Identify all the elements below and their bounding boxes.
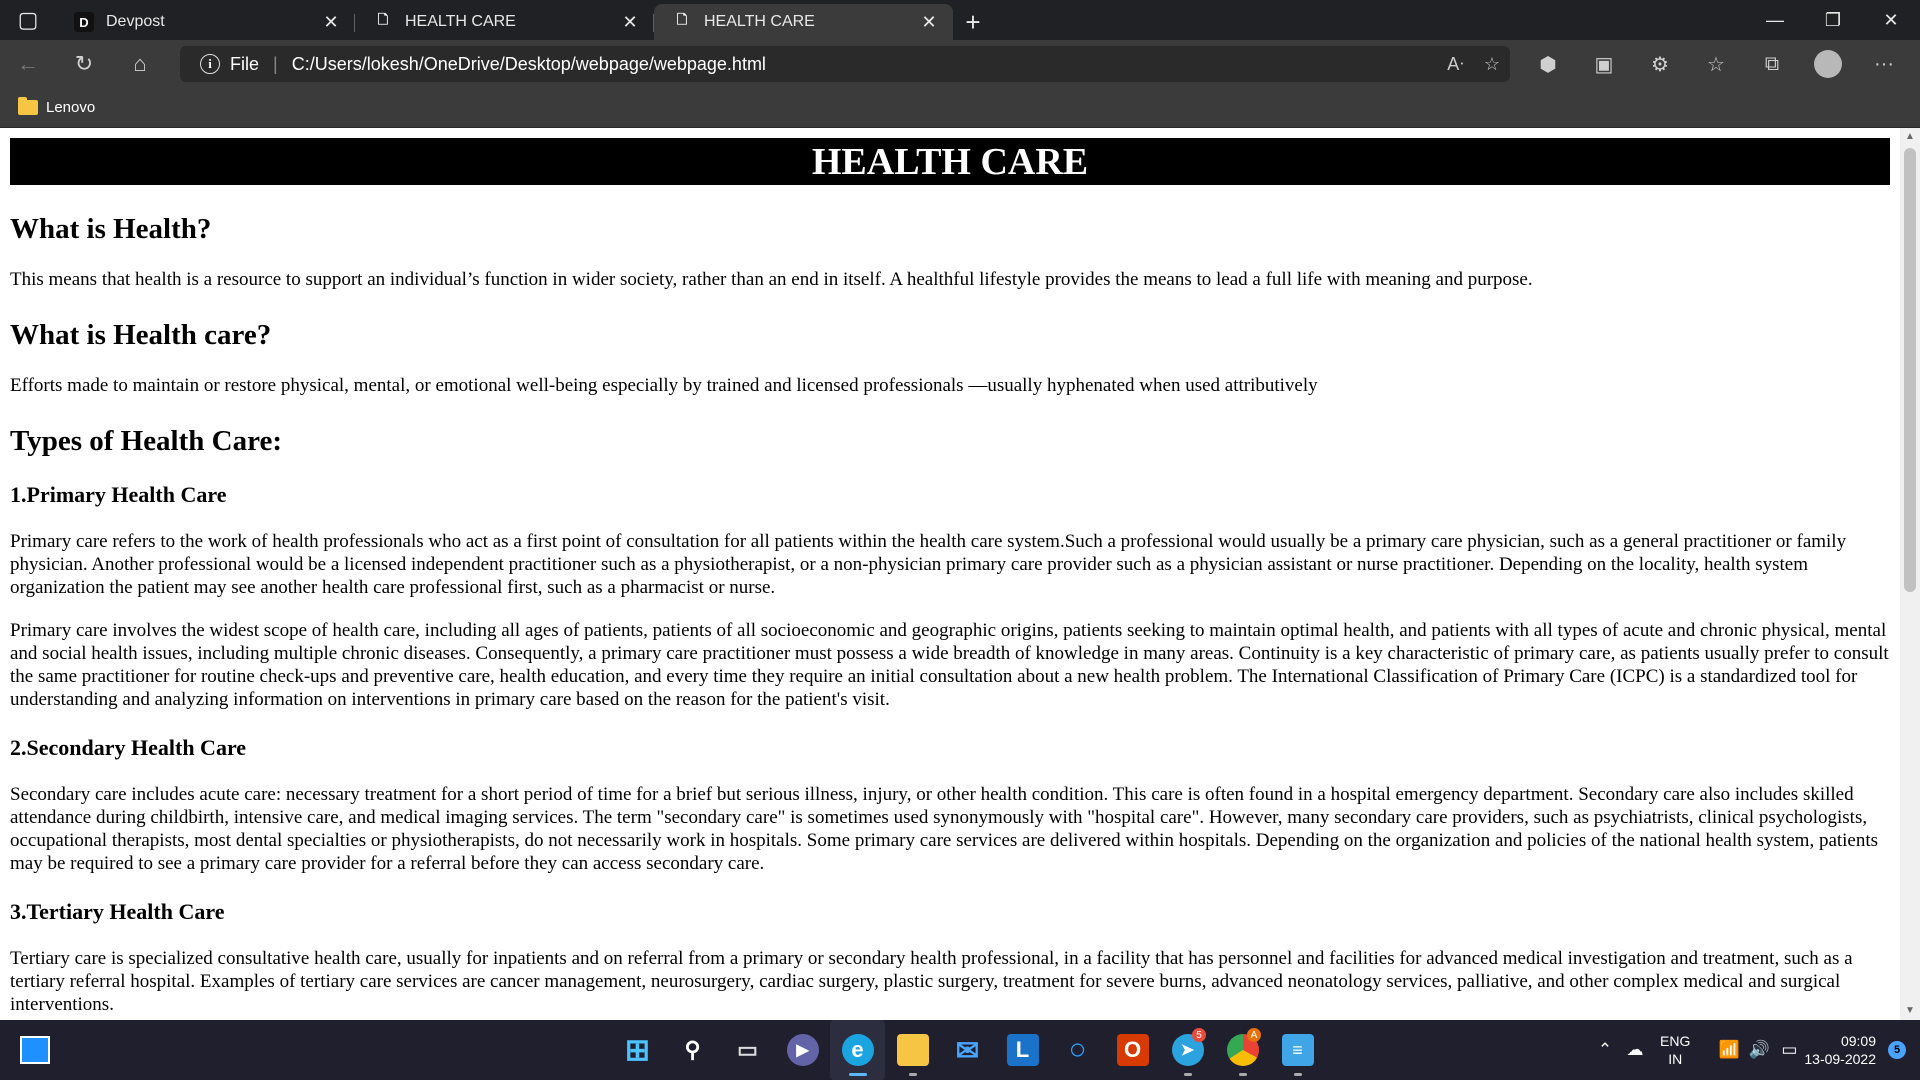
page-icon: 🗋 <box>377 12 389 27</box>
url-text[interactable]: C:/Users/lokesh/OneDrive/Desktop/webpage/webpage.html <box>291 53 766 74</box>
running-indicator <box>1294 1073 1302 1076</box>
more-menu-icon[interactable]: ··· <box>1874 52 1894 75</box>
collections-icon[interactable]: ⧉ <box>1764 52 1780 75</box>
favorite-lenovo[interactable]: Lenovo <box>46 99 96 116</box>
home-icon[interactable]: ⌂ <box>133 51 147 76</box>
heading-what-is-health-care: What is Health care? <box>10 319 272 351</box>
clock-date: 13-09-2022 <box>1804 1051 1876 1067</box>
paragraph-primary-2: Primary care involves the widest scope of health care, including all ages of patients, patients of all socioeconomic and geographic origins, patients seeking to maintain optimal health, and patients with all types of acute and chronic physical, mental and social health issues, including multiple chronic diseases. Consequently, a primary care practitioner must possess a wide breadth of knowledge in many areas. Continuity is a key characteristic of primary care, as patients usually prefer to consult the same practitioner for routine check-ups and preventive care, health education, and every time they require an initial consultation about a new health problem. The International Classification of Primary Care (ICPC) is a standardized tool for understanding and analyzing information on interventions in primary care based on the reason for the patient's visit. <box>10 620 1889 710</box>
chrome-profile-badge: A <box>1247 1028 1261 1042</box>
cortana-icon: ○ <box>1068 1033 1087 1066</box>
volume-icon[interactable]: 🔊 <box>1748 1040 1770 1059</box>
paragraph-what-is-health: This means that health is a resource to support an individual’s function in wider society, rather than an end in itself. A healthful lifestyle provides the means to lead a full life with meaning and purpose. <box>10 269 1533 290</box>
extensions-icon[interactable]: ⚙ <box>1651 53 1669 76</box>
edge-button[interactable] <box>830 1020 885 1080</box>
folder-icon <box>18 100 38 115</box>
profile-avatar[interactable] <box>1814 50 1842 78</box>
region-code: IN <box>1668 1051 1683 1067</box>
tab-title: Devpost <box>106 13 165 30</box>
edge-icon: e <box>842 1034 874 1066</box>
url-scheme: File <box>230 53 260 74</box>
heading-primary-health-care: 1.Primary Health Care <box>10 482 227 507</box>
close-icon[interactable]: ✕ <box>622 11 638 32</box>
scroll-up-arrow-icon[interactable]: ▲ <box>1905 131 1915 142</box>
page-content <box>10 138 1890 1016</box>
tab-bar <box>0 0 1920 40</box>
telegram-badge: 5 <box>1192 1028 1206 1042</box>
widgets-icon[interactable] <box>20 1036 50 1064</box>
heading-tertiary-health-care: 3.Tertiary Health Care <box>10 899 225 924</box>
scrollbar-thumb[interactable] <box>1904 148 1916 592</box>
favorites-icon[interactable]: ☆ <box>1707 53 1725 76</box>
paragraph-what-is-health-care: Efforts made to maintain or restore physical, mental, or emotional well-being especially by trained and licensed professionals —usually hyphenated when used attributively <box>10 375 1318 396</box>
tab-health-care-2[interactable] <box>654 4 953 40</box>
lenovo-vantage-button[interactable] <box>995 1020 1050 1080</box>
page-icon: 🗋 <box>676 12 688 27</box>
clock-time: 09:09 <box>1840 1033 1876 1049</box>
running-indicator <box>1184 1073 1192 1076</box>
mail-icon: ✉ <box>955 1034 980 1066</box>
add-favorite-icon[interactable]: ☆ <box>1483 53 1500 74</box>
tab-actions-icon[interactable]: ▢ <box>17 7 39 32</box>
chrome-button[interactable] <box>1215 1020 1270 1080</box>
heading-types-of-health-care: Types of Health Care: <box>10 425 282 457</box>
taskbar-apps <box>610 1020 1325 1080</box>
url-separator: | <box>273 53 278 74</box>
paragraph-tertiary: Tertiary care is specialized consultative health care, usually for inpatients and on referral from a primary or secondary health professional, in a facility that has personnel and facilities for advanced medical investigation and treatment, such as a tertiary referral hospital. Examples of tertiary care services are cancer management, neurosurgery, cardiac surgery, plastic surgery, treatment for severe burns, advanced neonatology services, palliative, and other complex medical and surgical interventions. <box>10 948 1853 1015</box>
close-window-icon[interactable]: ✕ <box>1883 9 1899 30</box>
page-banner: HEALTH CARE <box>10 138 1890 185</box>
telegram-button[interactable] <box>1160 1020 1215 1080</box>
notepad-icon: ≡ <box>1282 1034 1314 1066</box>
minimize-icon[interactable]: — <box>1766 9 1784 30</box>
extension-icon[interactable]: ⬢ <box>1539 53 1557 76</box>
file-explorer-button[interactable] <box>885 1020 940 1080</box>
page-viewport <box>0 128 1920 1020</box>
tab-title: HEALTH CARE <box>405 13 516 30</box>
address-actions <box>1447 54 1500 75</box>
tab-title: HEALTH CARE <box>704 13 815 30</box>
devpost-favicon: D <box>74 12 94 32</box>
search-icon: ⚲ <box>684 1037 701 1062</box>
chat-button[interactable] <box>775 1020 830 1080</box>
task-view-icon: ▭ <box>737 1037 758 1062</box>
paragraph-secondary: Secondary care includes acute care: necessary treatment for a short period of time for a brief but serious illness, injury, or other health condition. This care is often found in a hospital emergency department. Secondary care also includes skilled attendance during childbirth, intensive care, and medical imaging services. The term "secondary care" is sometimes used synonymously with "hospital care". However, many secondary care providers, such as psychiatrists, clinical psychologists, occupational therapists, most dental specialties or physiotherapists, do not necessarily work in hospitals. Some primary care services are delivered within hospitals. Depending on the organization and policies of the national health system, patients may be required to see a primary care provider for a referral before they can access secondary care. <box>10 784 1879 874</box>
running-indicator <box>1239 1073 1247 1076</box>
chat-icon: ▶ <box>787 1034 819 1066</box>
lenovo-l-icon: L <box>1007 1034 1039 1066</box>
folder-icon <box>897 1034 929 1066</box>
close-icon[interactable]: ✕ <box>921 11 937 32</box>
notification-badge[interactable]: 5 <box>1888 1041 1906 1059</box>
window-controls <box>1746 0 1920 40</box>
office-button[interactable] <box>1105 1020 1160 1080</box>
heading-what-is-health: What is Health? <box>10 213 212 245</box>
vertical-scrollbar[interactable] <box>1900 128 1920 1020</box>
refresh-icon[interactable]: ↻ <box>74 51 94 76</box>
favorites-bar <box>0 88 1920 128</box>
back-arrow-icon[interactable]: ← <box>17 51 39 76</box>
paragraph-primary-1: Primary care refers to the work of health professionals who act as a first point of consultation for all patients within the health care system.Such a professional would usually be a primary care physician, such as a general practitioner or family physician. Another professional would be a licensed independent practitioner such as a physiotherapist, or a non-physician primary care provider such as a physician assistant or nurse practitioner. Depending on the locality, health system organization the patient may see another health care professional first, such as a pharmacist or nurse. <box>10 531 1847 598</box>
running-indicator <box>909 1073 917 1076</box>
app-icon[interactable]: ▣ <box>1594 53 1614 76</box>
start-button[interactable] <box>610 1020 665 1080</box>
windows-logo-icon: ⊞ <box>624 1033 651 1067</box>
onedrive-icon[interactable]: ☁ <box>1626 1040 1644 1059</box>
heading-secondary-health-care: 2.Secondary Health Care <box>10 735 247 760</box>
browser-toolbar <box>0 40 1920 88</box>
restore-icon[interactable]: ❐ <box>1824 9 1842 30</box>
address-bar[interactable] <box>180 46 1510 82</box>
notepad-button[interactable] <box>1270 1020 1325 1080</box>
office-icon: O <box>1117 1034 1149 1066</box>
tab-health-care-1[interactable] <box>355 4 654 40</box>
language-indicator[interactable] <box>1660 1032 1690 1068</box>
toolbar-right <box>1520 40 1912 88</box>
task-view-button[interactable] <box>720 1020 775 1080</box>
read-aloud-icon[interactable]: Aᐧ <box>1447 53 1464 74</box>
system-tray <box>1590 1020 1920 1080</box>
cortana-button[interactable] <box>1050 1020 1105 1080</box>
telegram-icon: ➤ <box>1172 1034 1204 1066</box>
active-indicator <box>849 1073 867 1076</box>
close-icon[interactable]: ✕ <box>323 11 339 32</box>
tab-devpost[interactable] <box>56 4 355 40</box>
search-button[interactable] <box>665 1020 720 1080</box>
language-code: ENG <box>1660 1033 1691 1049</box>
new-tab-button[interactable]: + <box>965 6 981 37</box>
clock[interactable] <box>1804 1032 1876 1068</box>
wifi-icon[interactable]: 📶 <box>1718 1040 1740 1059</box>
scroll-down-arrow-icon[interactable]: ▼ <box>1905 1005 1915 1016</box>
windows-taskbar <box>0 1020 1920 1080</box>
battery-icon[interactable]: ▭ <box>1781 1040 1798 1059</box>
info-icon[interactable]: i <box>200 54 220 74</box>
chevron-up-icon[interactable]: ⌃ <box>1597 1040 1613 1059</box>
mail-button[interactable] <box>940 1020 995 1080</box>
